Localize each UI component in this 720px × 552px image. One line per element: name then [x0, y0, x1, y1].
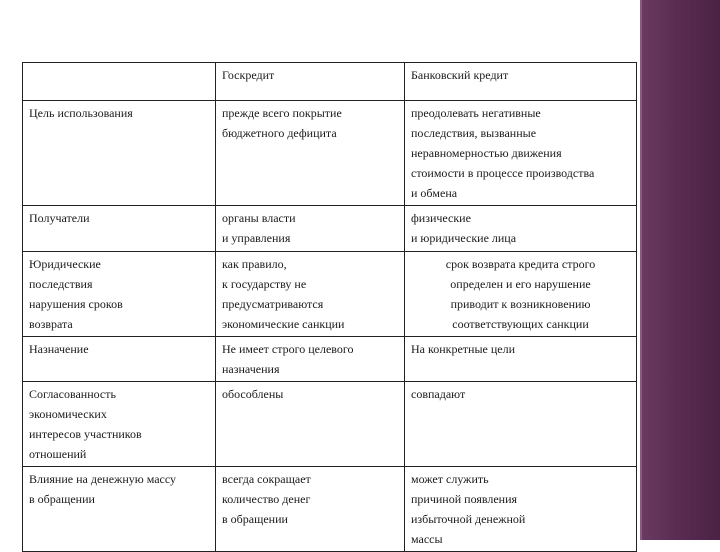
- row-label: Назначение: [23, 337, 216, 382]
- row-bank-value: На конкретные цели: [405, 337, 637, 382]
- header-goskredit: Госкредит: [216, 63, 405, 101]
- row-goskredit-value: органы власти и управления: [216, 206, 405, 252]
- table-header-row: [23, 63, 637, 101]
- row-bank-value: срок возврата кредита строго определен и его нарушение приводит к возникновению соответствующих санкции: [405, 252, 637, 337]
- row-goskredit-value: прежде всего покрытие бюджетного дефицита: [216, 101, 405, 206]
- row-label: Получатели: [23, 206, 216, 252]
- table-row: [23, 467, 637, 552]
- row-goskredit-value: как правило, к государству не предусматриваются экономические санкции: [216, 252, 405, 337]
- row-bank-value: физические и юридические лица: [405, 206, 637, 252]
- header-empty-cell: [23, 63, 216, 101]
- table-row: [23, 252, 637, 337]
- decorative-side-bar: [642, 0, 720, 540]
- row-goskredit-value: Не имеет строго целевого назначения: [216, 337, 405, 382]
- row-label: Согласованность экономических интересов участников отношений: [23, 382, 216, 467]
- row-goskredit-value: всегда сокращает количество денег в обращении: [216, 467, 405, 552]
- table-row: [23, 337, 637, 382]
- row-label: Влияние на денежную массу в обращении: [23, 467, 216, 552]
- header-bank-credit: Банковский кредит: [405, 63, 637, 101]
- table-row: [23, 101, 637, 206]
- row-label: Юридические последствия нарушения сроков возврата: [23, 252, 216, 337]
- row-bank-value: преодолевать негативные последствия, вызванные неравномерностью движения стоимости в процессе производства и обмена: [405, 101, 637, 206]
- row-goskredit-value: обособлены: [216, 382, 405, 467]
- comparison-table: [22, 62, 637, 552]
- row-bank-value: совпадают: [405, 382, 637, 467]
- table-row: [23, 382, 637, 467]
- row-bank-value: может служить причиной появления избыточной денежной массы: [405, 467, 637, 552]
- table-row: [23, 206, 637, 252]
- row-label: Цель использования: [23, 101, 216, 206]
